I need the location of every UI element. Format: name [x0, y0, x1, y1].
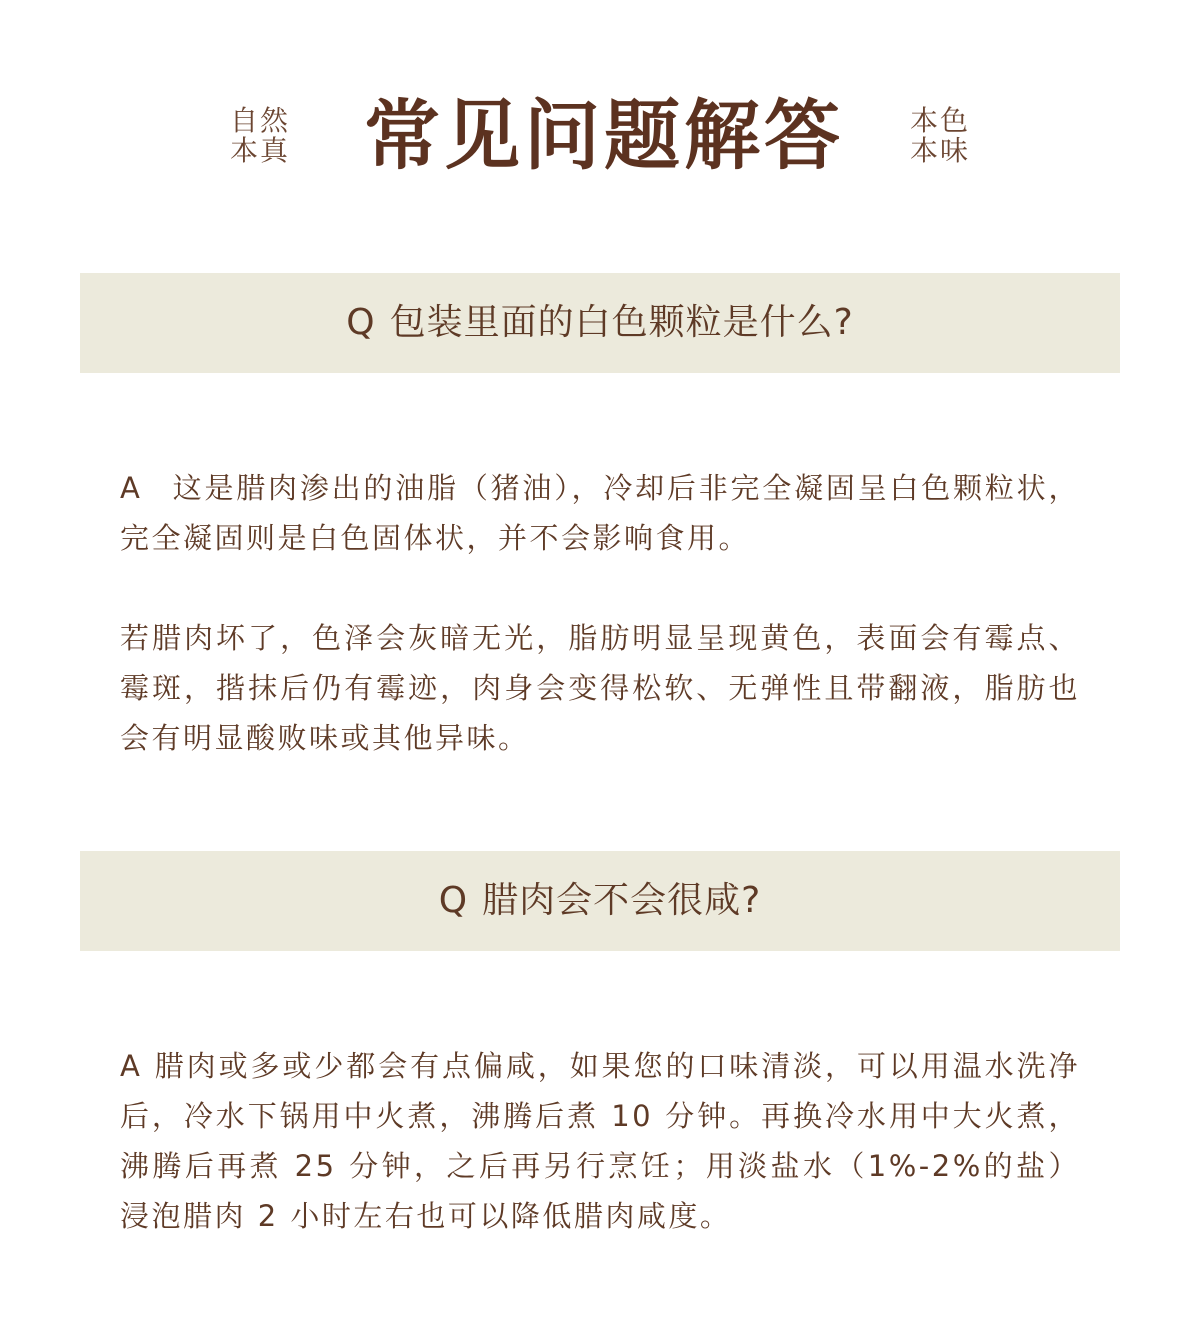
answer-text: 这是腊肉渗出的油脂（猪油），冷却后非完全凝固呈白色颗粒状，完全凝固则是白色固体状，并不会影响食用。: [120, 471, 1080, 555]
question-marker: Q: [346, 302, 376, 343]
answer-marker: A: [120, 1049, 143, 1083]
question-banner-2: [80, 851, 1120, 951]
question-text: 包装里面的白色颗粒是什么?: [389, 302, 854, 343]
spoilage-note-paragraph: 若腊肉坏了，色泽会灰暗无光，脂肪明显呈现黄色，表面会有霉点、霉斑，揩抹后仍有霉迹，肉身会变得松软、无弹性且带翻液，脂肪也会有明显酸败味或其他异味。: [120, 621, 1080, 755]
page-header: [0, 86, 1200, 186]
slogan-right-top: 本色: [910, 104, 971, 137]
answer-text: 腊肉或多或少都会有点偏咸，如果您的口味清淡，可以用温水洗净后，冷水下锅用中火煮，沸腾后煮 10 分钟。再换冷水用中大火煮，沸腾后再煮 25 分钟，之后再另行烹饪；用淡盐水（1%-2%的盐）浸泡腊肉 2 小时左右也可以降低腊肉咸度。: [120, 1049, 1080, 1233]
answer-paragraph-2: [120, 1041, 1080, 1241]
question-marker: Q: [438, 880, 469, 921]
answer-paragraph-1: [120, 463, 1080, 563]
answer-marker: A: [120, 471, 143, 505]
question-text: 腊肉会不会很咸?: [482, 880, 762, 921]
slogan-right-bottom: 本味: [910, 134, 971, 167]
slogan-left-bottom: 本真: [230, 134, 291, 167]
question-banner-1: [80, 273, 1120, 373]
page-title: 常见问题解答: [364, 91, 844, 180]
slogan-left-top: 自然: [230, 104, 291, 137]
slogan-left: [230, 106, 290, 166]
slogan-right: [910, 106, 970, 166]
